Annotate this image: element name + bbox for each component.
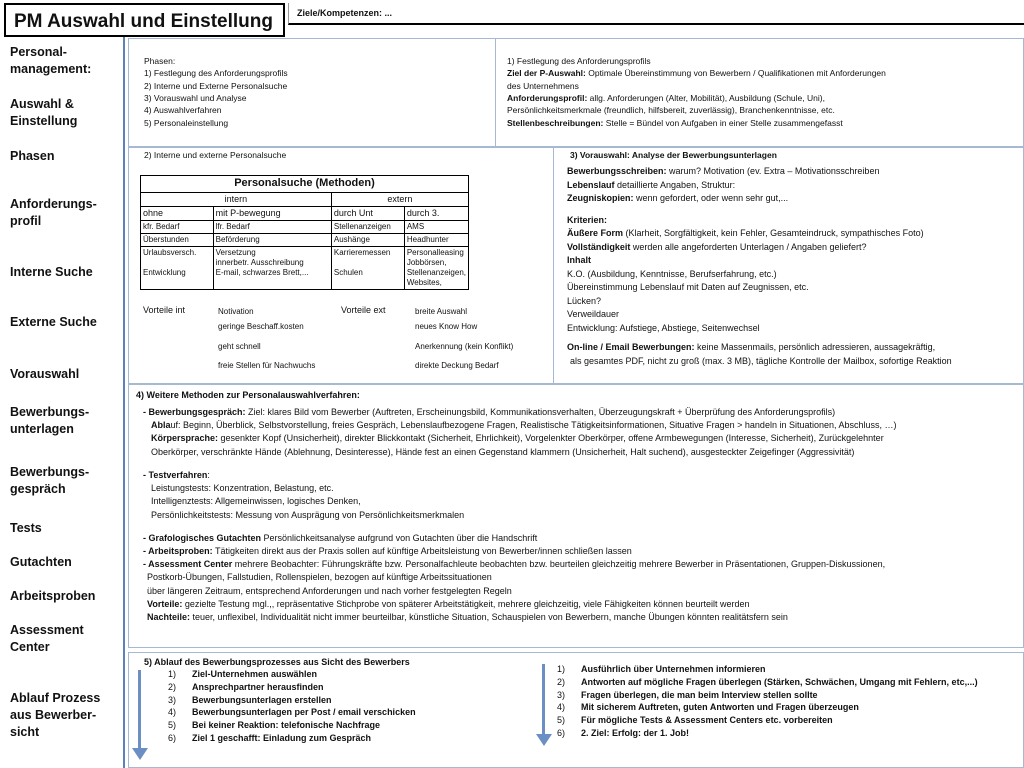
process-step-text: Mit sicherem Auftreten, guten Antworten und Fragen überzeugen	[581, 702, 859, 713]
cons-text: teuer, unflexibel, Individualität nicht immer beurteilbar, künstliche Situation, Schauspielen von Bewerbern, manche Übungen könnten realitätsfern sein	[190, 612, 788, 623]
interview-text: Ziel: klares Bild vom Bewerber (Auftreten, Erscheinungsbild, Kommunikationsverhalten, Überzeugungskraft + Überprüfung des Anforderungsprofils)	[245, 407, 836, 417]
page-title: PM Auswahl und Einstellung	[4, 3, 285, 37]
profile-goal-text: Optimale Übereinstimmung von Bewerbern / Qualifikationen mit Anforderungen	[585, 68, 886, 79]
profile-goal-text-2: des Unternehmens	[507, 80, 579, 91]
assessment-label: - Assessment Center	[143, 559, 233, 570]
assessment-text-2: Postkorb-Übungen, Fallstudien, Rollenspielen, bezogen auf künftige Arbeitssituationen	[147, 572, 492, 583]
sidebar-item: Phasen	[10, 149, 55, 163]
arrow-down-icon	[138, 670, 141, 750]
process-step-number: 1)	[557, 664, 566, 674]
process-step-text: Fragen überlegen, die man beim Interview stellen sollte	[581, 689, 818, 700]
profile-req-text-2: Persönlichkeitsmerkmale (freundlich, hilfsbereit, zuverlässig), Branchenkenntnisse, etc.	[507, 105, 835, 116]
process-step-text: Bewerbungsunterlagen erstellen	[192, 694, 332, 705]
preselect-cert-text: wenn gefordert, oder wenn sehr gut,...	[633, 193, 789, 203]
process-step-number: 6)	[557, 727, 566, 738]
phase-5: 5) Personaleinstellung	[144, 117, 229, 128]
top-divider	[495, 38, 496, 148]
pros-intern-label: Vorteile int	[143, 305, 186, 315]
process-step-text: Antworten auf mögliche Fragen überlegen (Stärken, Schwächen, Umgang mit Fehlern, etc,...)	[581, 676, 978, 687]
preselect-title: 3) Vorauswahl: Analyse der Bewerbungsunterlagen	[570, 150, 777, 160]
online-text: keine Massenmails, persönlich adressieren, aussagekräftig,	[694, 342, 936, 352]
assessment-text: mehrere Beobachter: Führungskräfte bzw. Personalfachleute beobachten bzw. beurteilen gleichzeitig mehrere Bewerber in Präsentationen, Gruppen-Diskussionen,	[232, 559, 886, 570]
process-step	[557, 689, 978, 702]
process-step-text: Ziel-Unternehmen auswählen	[192, 669, 318, 679]
search-title: 2) Interne und externe Personalsuche	[144, 150, 287, 160]
table-cell: Aushänge	[331, 234, 404, 247]
pros-label: Vorteile:	[147, 598, 183, 609]
process-left-list	[168, 668, 416, 745]
pro-extern-item: direkte Deckung Bedarf	[415, 361, 499, 371]
process-step-number: 6)	[168, 732, 177, 743]
test-item: Intelligenztests: Allgemeinwissen, logisches Denken,	[151, 496, 361, 507]
body-language-text: gesenkter Kopf (Unsicherheit), direkter Blickkontakt (Sicherheit, Ehrlichkeit), Vorgelenkter Oberkörper, offene Armbewegungen (Interesse, Sicherheit), Zurückgelehnter	[218, 433, 884, 444]
preselect-cert-label: Zeugniskopien:	[567, 193, 634, 203]
process-step	[557, 714, 978, 727]
process-step-number: 2)	[557, 676, 566, 687]
methods-section	[143, 406, 1021, 624]
table-cell: Beförderung	[213, 234, 331, 247]
table-title: Personalsuche (Methoden)	[141, 176, 469, 193]
table-intern-header: intern	[141, 192, 332, 206]
process-step-number: 3)	[557, 689, 566, 700]
phase-1: 1) Festlegung des Anforderungsprofils	[144, 68, 288, 79]
sidebar-item: Bewerbungs- gespräch	[10, 465, 90, 496]
sidebar-item: Gutachten	[10, 555, 72, 569]
table-cell: Stellenanzeigen	[331, 221, 404, 234]
body-language-label: Körpersprache:	[151, 433, 219, 444]
table-cell: Versetzung innerbetr. Ausschreibung E-mail, schwarzes Brett,...	[213, 247, 331, 290]
process-step	[168, 719, 416, 732]
profile-req-text: allg. Anforderungen (Alter, Mobilität), Ausbildung (Schule, Uni),	[587, 92, 825, 103]
table-col-header: durch 3.	[404, 207, 468, 221]
process-title: 5) Ablauf des Bewerbungsprozesses aus Sicht des Bewerbers	[144, 657, 410, 667]
table-cell: kfr. Bedarf	[141, 221, 214, 234]
sidebar-item: Assessment Center	[10, 623, 84, 654]
sidebar-item: Externe Suche	[10, 315, 97, 329]
sidebar-item: Vorauswahl	[10, 367, 80, 381]
pros-text: gezielte Testung mgl.,, repräsentative Stichprobe von späterer Arbeitstätigkeit, mehrere gleichzeitig, viele Fähigkeiten können beurteilt werden	[182, 598, 750, 609]
profile-req-label: Anforderungsprofil:	[507, 92, 588, 103]
process-step-text: Ziel 1 geschafft: Einladung zum Gespräch	[192, 732, 372, 743]
table-col-header: durch Unt	[331, 207, 404, 221]
preselect-letter-label: Bewerbungsschreiben:	[567, 166, 667, 176]
sidebar	[0, 44, 120, 768]
arrow-down-icon	[536, 734, 552, 746]
sidebar-item: Ablauf Prozess aus Bewerber- sicht	[10, 691, 101, 739]
profile-desc-text: Stelle = Bündel von Aufgaben in einer Stelle zusammengefasst	[603, 117, 843, 128]
process-step	[557, 701, 978, 714]
table-cell: Urlaubsversch. Entwicklung	[141, 247, 214, 290]
tests-colon: :	[207, 469, 210, 480]
criteria-match: Übereinstimmung Lebenslauf mit Daten auf Zeugnissen, etc.	[567, 282, 809, 292]
process-right-list	[557, 663, 978, 740]
interview-flow-text: uf: Beginn, Überblick, Selbstvorstellung, freies Gespräch, Lebenslaufbezogene Fragen, Realistische Tätigkeitsinformationen, Situative Fragen > handeln in Situationen, Abschluss, …)	[170, 420, 897, 431]
pros-extern-label: Vorteile ext	[341, 305, 386, 315]
online-label: On-line / Email Bewerbungen:	[567, 342, 695, 352]
process-step	[168, 681, 416, 694]
phase-4: 4) Auswahlverfahren	[144, 105, 222, 116]
sidebar-item: Auswahl & Einstellung	[10, 97, 78, 128]
criteria-title: Kriterien:	[567, 214, 608, 225]
sidebar-item: Arbeitsproben	[10, 589, 96, 603]
sidebar-item: Personal- management:	[10, 45, 92, 76]
pro-intern-item: Notivation	[218, 307, 254, 316]
middle-divider	[553, 146, 554, 384]
process-step	[168, 668, 416, 681]
table-col-header: mit P-bewegung	[213, 207, 331, 221]
sidebar-item: Anforderungs- profil	[10, 197, 97, 228]
criteria-development: Entwicklung: Aufstiege, Abstiege, Seitenwechsel	[567, 322, 760, 333]
pros-extern-list	[415, 307, 513, 372]
phases-title: Phasen:	[144, 56, 176, 66]
graphology-text: Persönlichkeitsanalyse aufgrund von Gutachten über die Handschrift	[261, 532, 538, 543]
table-cell: Headhunter	[404, 234, 468, 247]
online-text-2: als gesamtes PDF, nicht zu groß (max. 3 MB), tägliche Kontrolle der Mailbox, sofortige Reaktion	[570, 355, 952, 366]
process-step-number: 3)	[168, 694, 177, 705]
search-methods-table	[140, 175, 469, 290]
phase-2: 2) Interne und Externe Personalsuche	[144, 80, 288, 91]
body-language-text-2: Oberkörper, verschränkte Hände (Ablehnung, Desinteresse), Hände fest an einen Gegenstand klammern (Unsicherheit, Halt suchend), ausgesteckter Zeigefinger (Aggressivität)	[151, 446, 855, 457]
work-samples-text: Tätigkeiten direkt aus der Praxis sollen auf künftige Arbeitsleistung von Bewerber/innen schließen lassen	[212, 545, 632, 556]
profile-goal-label: Ziel der P-Auswahl:	[507, 68, 586, 79]
criteria-form-label: Äußere Form	[567, 228, 624, 238]
criteria-gaps: Lücken?	[567, 295, 602, 306]
profile-title: 1) Festlegung des Anforderungsprofils	[507, 56, 651, 66]
phase-3: 3) Vorauswahl und Analyse	[144, 92, 247, 103]
criteria-content: Inhalt	[567, 255, 591, 265]
criteria-duration: Verweildauer	[567, 309, 620, 319]
process-step	[168, 706, 416, 719]
process-step	[168, 732, 416, 745]
pro-intern-item: freie Stellen für Nachwuchs	[218, 361, 316, 371]
table-cell: Personalleasing Jobbörsen, Stellenanzeigen, Websites,	[404, 247, 468, 290]
table-cell: AMS	[404, 221, 468, 234]
preselect-letter-text: warum? Motivation (ev. Extra – Motivationsschreiben	[666, 166, 880, 176]
process-step	[557, 663, 978, 676]
sidebar-item: Interne Suche	[10, 265, 93, 279]
test-item: Persönlichkeitstests: Messung von Ausprägung von Persönlichkeitsmerkmalen	[151, 509, 465, 520]
profile-desc-label: Stellenbeschreibungen:	[507, 117, 604, 128]
table-cell: lfr. Bedarf	[213, 221, 331, 234]
interview-label: - Bewerbungsgespräch:	[143, 407, 246, 417]
process-step-text: Ausführlich über Unternehmen informieren	[581, 664, 766, 674]
interview-flow-label: Abla	[151, 420, 171, 431]
pro-extern-item: Anerkennung (kein Konflikt)	[415, 341, 514, 351]
process-step-number: 5)	[168, 720, 177, 731]
process-step-text: Bewerbungsunterlagen per Post / email verschicken	[192, 707, 416, 718]
process-step-number: 4)	[557, 702, 566, 713]
sidebar-divider	[123, 37, 125, 768]
test-item: Leistungstests: Konzentration, Belastung, etc.	[151, 483, 334, 494]
process-step-number: 1)	[168, 669, 177, 679]
goals-line: Ziele/Kompetenzen: ...	[288, 3, 1024, 25]
process-step	[557, 727, 978, 740]
arrow-down-icon	[542, 664, 545, 736]
pro-intern-item: geringe Beschaff.kosten	[218, 321, 304, 331]
methods-title: 4) Weitere Methoden zur Personalauswahlverfahren:	[136, 390, 360, 400]
criteria-complete-text: werden alle angeforderten Unterlagen / Angaben geliefert?	[630, 241, 867, 252]
pro-extern-item: breite Auswahl	[415, 307, 468, 316]
criteria-form-text: (Klarheit, Sorgfältigkeit, kein Fehler, Gesamteindruck, sympathisches Foto)	[623, 228, 924, 238]
criteria-complete-label: Vollständigkeit	[567, 241, 631, 252]
graphology-label: - Grafologisches Gutachten	[143, 532, 262, 543]
preselect-cv-text: detaillierte Angaben, Struktur:	[614, 179, 736, 190]
table-extern-header: extern	[331, 192, 468, 206]
process-step-text: Bei keiner Reaktion: telefonische Nachfrage	[192, 720, 381, 731]
process-step-text: 2. Ziel: Erfolg: der 1. Job!	[581, 727, 690, 738]
process-step-number: 4)	[168, 707, 177, 718]
work-samples-label: - Arbeitsproben:	[143, 545, 213, 556]
arrow-down-icon	[132, 748, 148, 760]
process-step	[168, 694, 416, 707]
process-step-number: 5)	[557, 715, 566, 726]
cons-label: Nachteile:	[147, 612, 191, 623]
process-step-text: Für mögliche Tests & Assessment Centers etc. vorbereiten	[581, 715, 833, 726]
pro-intern-item: geht schnell	[218, 341, 261, 351]
phases-section	[144, 55, 288, 129]
tests-label: - Testverfahren	[143, 469, 208, 480]
pros-intern-list	[218, 307, 315, 372]
pro-extern-item: neues Know How	[415, 321, 478, 331]
profile-section	[507, 55, 1017, 129]
process-step	[557, 676, 978, 689]
sidebar-item: Bewerbungs- unterlagen	[10, 405, 90, 436]
sidebar-item: Tests	[10, 521, 42, 535]
preselect-section	[567, 165, 1019, 368]
table-cell: Überstunden	[141, 234, 214, 247]
table-col-header: ohne	[141, 207, 214, 221]
process-step-text: Ansprechpartner herausfinden	[192, 681, 324, 692]
table-cell: Karrieremessen Schulen	[331, 247, 404, 290]
preselect-cv-label: Lebenslauf	[567, 179, 615, 190]
process-step-number: 2)	[168, 681, 177, 692]
criteria-ko: K.O. (Ausbildung, Kenntnisse, Berufserfahrung, etc.)	[567, 268, 777, 279]
assessment-text-3: über längeren Zeitraum, entsprechend Anforderungen und nach vorher festgelegten Regeln	[147, 585, 512, 596]
